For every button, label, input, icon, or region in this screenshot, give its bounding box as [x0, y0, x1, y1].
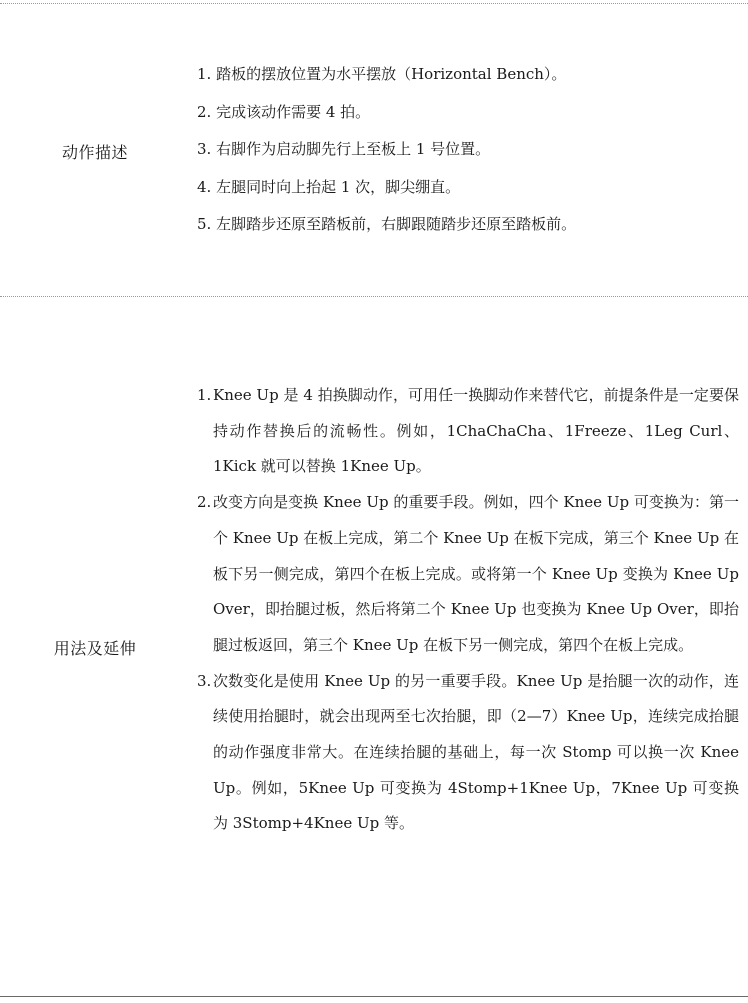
description-item: 4. 左腿同时向上抬起 1 次，脚尖绷直。	[197, 177, 461, 196]
description-item: 3. 右脚作为启动脚先行上至板上 1 号位置。	[197, 140, 491, 158]
top-divider	[0, 3, 748, 4]
usage-item	[197, 664, 739, 843]
usage-item-number: 1.	[197, 386, 212, 404]
description-item: 1. 踏板的摆放位置为水平摆放（Horizontal Bench）。	[197, 65, 567, 83]
usage-item-number: 2.	[197, 493, 212, 512]
usage-item-text: 次数变化是使用 Knee Up 的另一重要手段。Knee Up 是抬腿一次的动作，连续使用抬腿时，就会出现两至七次抬腿，即（2—7）Knee Up，连续完成抬腿的动作强度非常大。在连续抬腿的基础上，每一次 Stomp 可以换一次 Knee Up。例如，5Knee Up 可变换为 4Stomp+1Knee Up，7Knee Up 可变换为 3Stomp+4Knee Up 等。	[213, 671, 739, 833]
usage-item	[197, 378, 739, 485]
middle-divider	[0, 296, 748, 297]
section-label-description: 动作描述	[61, 143, 128, 162]
usage-item-number: 3.	[197, 671, 212, 690]
usage-item-text: Knee Up 是 4 拍换脚动作，可用任一换脚动作来替代它，前提条件是一定要保持动作替换后的流畅性。例如，1ChaChaCha、1Freeze、1Leg Curl、1Kick 就可以替换 1Knee Up。	[213, 386, 739, 476]
description-item: 5. 左脚踏步还原至踏板前，右脚跟随踏步还原至踏板前。	[197, 215, 577, 233]
usage-item-text: 改变方向是变换 Knee Up 的重要手段。例如，四个 Knee Up 可变换为：第一个 Knee Up 在板上完成，第二个 Knee Up 在板下完成，第三个 Knee Up 在板下另一侧完成，第四个在板上完成。或将第一个 Knee Up 变换为 Knee Up Over，即抬腿过板，然后将第二个 Knee Up 也变换为 Knee Up Over，即抬腿过板返回，第三个 Knee Up 在板下另一侧完成，第四个在板上完成。	[213, 493, 739, 654]
section-label-usage: 用法及延伸	[53, 639, 137, 658]
usage-list	[197, 378, 739, 842]
description-list	[197, 56, 739, 244]
bottom-divider	[0, 996, 748, 997]
description-item: 2. 完成该动作需要 4 拍。	[197, 102, 371, 121]
usage-item	[197, 485, 739, 664]
